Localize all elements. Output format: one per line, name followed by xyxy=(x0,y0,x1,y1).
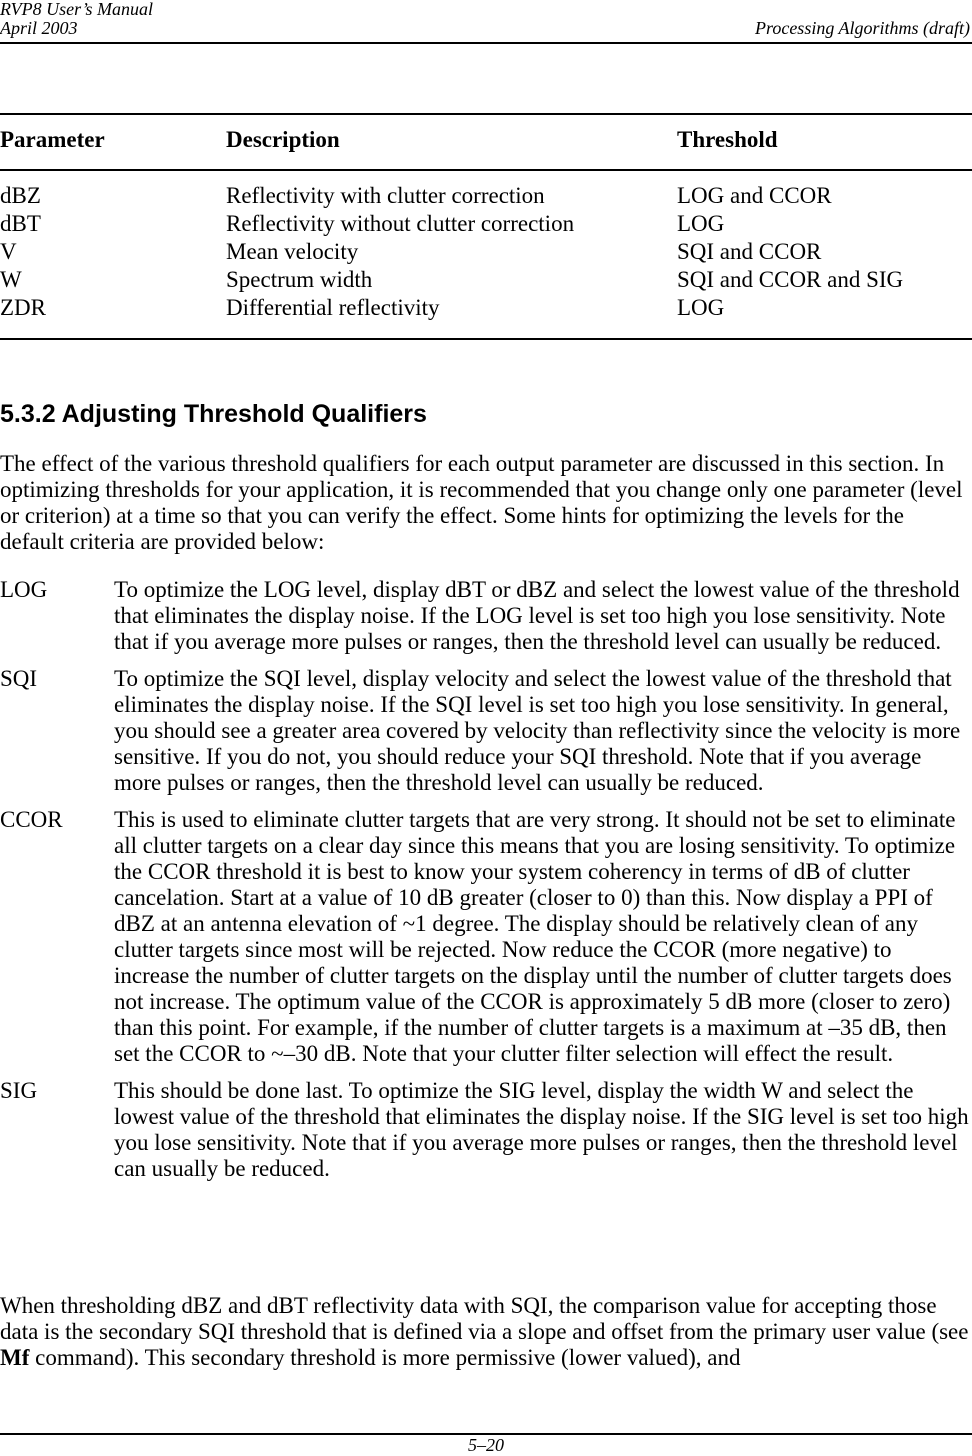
definition-term: CCOR xyxy=(0,807,63,832)
header-chapter: Processing Algorithms (draft) xyxy=(755,18,970,38)
table-top-rule xyxy=(0,113,972,115)
table-cell-parameter: W xyxy=(0,267,22,292)
table-cell-threshold: LOG and CCOR xyxy=(677,183,832,208)
mf-command: Mf xyxy=(0,1345,30,1370)
closing-paragraph xyxy=(0,1293,972,1371)
page-number: 5–20 xyxy=(468,1435,504,1455)
header-date: April 2003 xyxy=(0,18,78,38)
definition-text: To optimize the LOG level, display dBT or dBZ and select the lowest value of the threshold that eliminates the display noise. If the LOG level is set too high you lose sensitivity. Note that if you average more pulses or ranges, then the threshold level can usually be reduced. xyxy=(114,577,960,654)
definition-text: To optimize the SQI level, display velocity and select the lowest value of the threshold that eliminates the display noise. If the SQI level is set too high you lose sensitivity. In general, you should see a greater area covered by velocity than reflectivity since the velocity is more sensitive. If you do not, you should reduce your SQI threshold. Note that if you average more pulses or ranges, then the threshold level can usually be reduced. xyxy=(114,666,961,795)
table-cell-description: Differential reflectivity xyxy=(226,295,440,320)
table-header-description: Description xyxy=(226,127,340,152)
table-cell-description: Mean velocity xyxy=(226,239,359,264)
header-manual-title: RVP8 User’s Manual xyxy=(0,0,153,19)
section-heading: 5.3.2 Adjusting Threshold Qualifiers xyxy=(0,400,427,428)
table-cell-description: Reflectivity with clutter correction xyxy=(226,183,545,208)
definition-term: LOG xyxy=(0,577,48,602)
table-header-parameter: Parameter xyxy=(0,127,105,152)
table-cell-description: Spectrum width xyxy=(226,267,373,292)
closing-text-start: When thresholding dBZ and dBT reflectivity data with SQI, the comparison value for accepting those data is the secondary SQI threshold that is defined via a slope and offset from the primary user value (see xyxy=(0,1293,969,1344)
intro-paragraph: The effect of the various threshold qualifiers for each output parameter are discussed in this section. In optimizing thresholds for your application, it is recommended that you change only one parameter (level or criterion) at a time so that you can verify the effect. Some hints for optimizing the levels for the default criteria are provided below: xyxy=(0,451,963,554)
table-cell-threshold: SQI and CCOR xyxy=(677,239,822,264)
table-header-rule xyxy=(0,169,972,171)
definition-text: This should be done last. To optimize the SIG level, display the width W and select the lowest value of the threshold that eliminates the display noise. If the SIG level is set too high you lose sensitivity. Note that if you average more pulses or ranges, then the threshold level can usually be reduced. xyxy=(114,1078,969,1181)
definition-item-sqi xyxy=(0,666,972,796)
table-cell-description: Reflectivity without clutter correction xyxy=(226,211,575,236)
definition-item-sig xyxy=(0,1078,972,1182)
header-divider xyxy=(0,42,972,44)
closing-text-end: command). This secondary threshold is more permissive (lower valued), and xyxy=(29,1345,741,1370)
table-cell-parameter: dBZ xyxy=(0,183,41,208)
table-cell-parameter: V xyxy=(0,239,17,264)
threshold-definitions-list xyxy=(0,577,972,1193)
table-cell-parameter: ZDR xyxy=(0,295,46,320)
table-cell-threshold: LOG xyxy=(677,211,725,236)
table-header-threshold: Threshold xyxy=(677,127,778,152)
definition-item-ccor xyxy=(0,807,972,1067)
definition-text: This is used to eliminate clutter targets that are very strong. It should not be set to eliminate all clutter targets on a clear day since this means that you are losing sensitivity. To optimize the CCOR threshold it is best to know your system coherency in terms of dB of clutter cancelation. Start at a value of 10 dB greater (closer to 0) than this. Now display a PPI of dBZ at an antenna elevation of ~1 degree. The display should be relatively clean of any clutter targets since most will be rejected. Now reduce the CCOR (more negative) to increase the number of clutter targets on the display until the number of clutter targets does not increase. The optimum value of the CCOR is approximately 5 dB more (closer to zero) than this point. For example, if the number of clutter targets is a maximum at –35 dB, then set the CCOR to ~–30 dB. Note that your clutter filter selection will effect the result. xyxy=(114,807,956,1066)
definition-term: SQI xyxy=(0,666,38,691)
table-bottom-rule xyxy=(0,338,972,340)
definition-item-log xyxy=(0,577,972,655)
table-cell-threshold: SQI and CCOR and SIG xyxy=(677,267,904,292)
table-cell-parameter: dBT xyxy=(0,211,41,236)
definition-term: SIG xyxy=(0,1078,38,1103)
table-cell-threshold: LOG xyxy=(677,295,725,320)
